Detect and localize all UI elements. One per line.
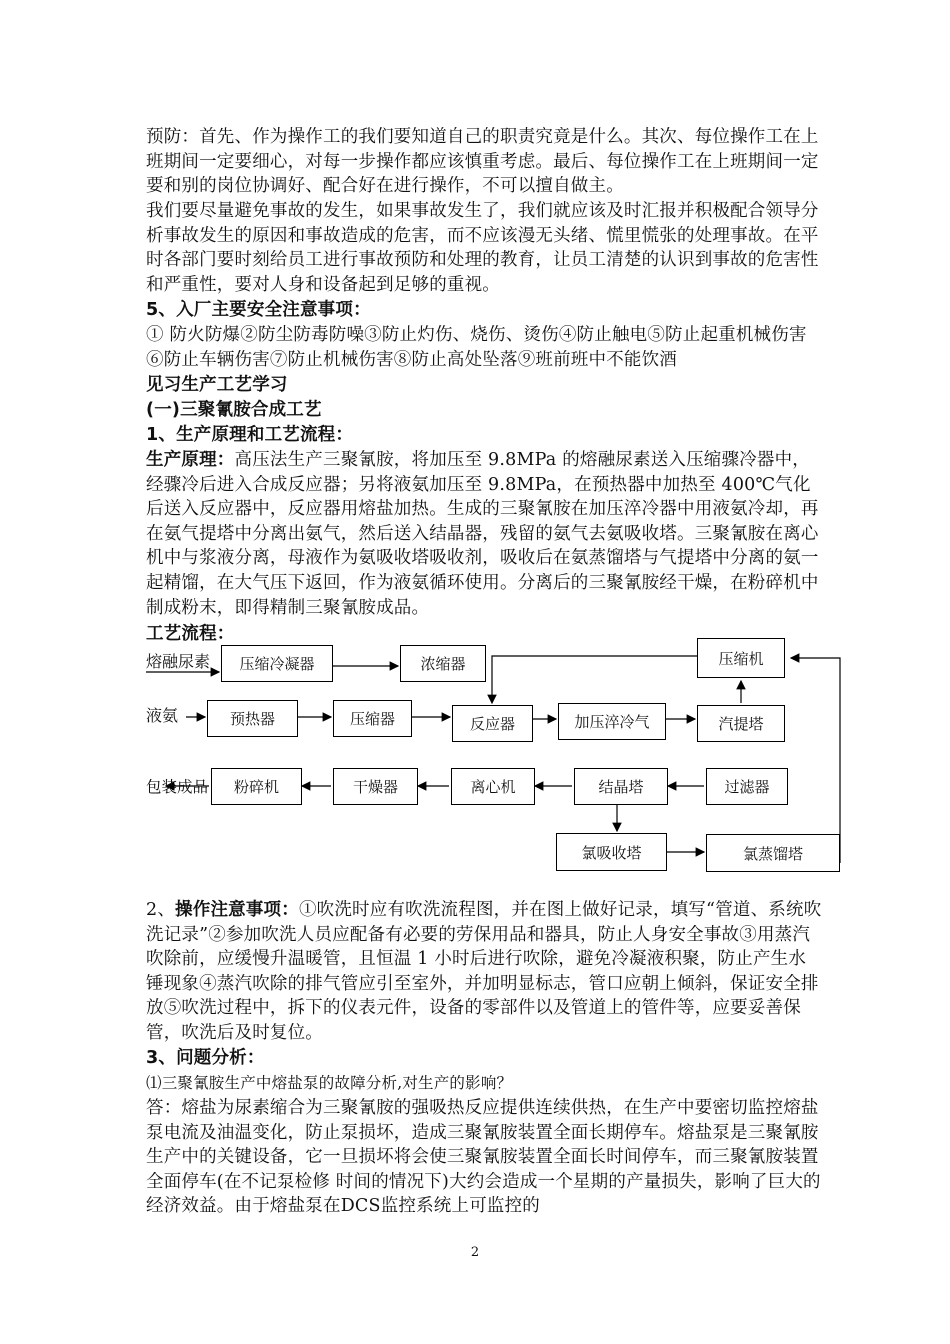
input-molten-urea: 熔融尿素 <box>146 652 211 671</box>
answer-1: 答：熔盐为尿素缩合为三聚氰胺的强吸热反应提供连续供热，在生产中要密切监控熔盐泵电流及油温变化，防止泵损坏，造成三聚氰胺装置全面长期停车。熔盐泵是三聚氰胺生产中的关键设备，它一旦损坏将会使三聚氰胺装置全面长时间停车，而三聚氰胺装置全面停车(在不记泵检修 时间的情况下)大约会造成一个星期的产量损失，影响了巨大的经济效益。由于熔盐泵在DCS监控系统上可监控的 <box>146 1098 821 1217</box>
box-distiller: 氯蒸馏塔 <box>706 834 840 872</box>
heading-process-study: 见习生产工艺学习 <box>146 375 288 395</box>
question-1: ⑴三聚氰胺生产中熔盐泵的故障分析,对生产的影响？ <box>146 1074 513 1092</box>
paragraph-prevention: 预防：首先、作为操作工的我们要知道自己的职责究竟是什么。其次、每位操作工在上班期间一定要细心，对每一步操作都应该慎重考虑。最后、每位操作工在上班期间一定要和别的岗位协调好、配合好在进行操作，不可以擅自做主。 <box>146 127 819 197</box>
principle-text: 高压法生产三聚氰胺，将加压至 9.8MPa 的熔融尿素送入压缩骤冷器中，经骤冷后进入合成反应器；另将液氨加压至 9.8MPa，在预热器中加热至 400℃气化后送入反应器中，反应器用熔盐加热。生成的三聚氰胺在加压淬冷器中用液氨冷却，再在氨气提塔中分离出氨气，然后送入结晶器，残留的氨气去氨吸收塔。三聚氰胺在离心机中与浆液分离，母液作为氨吸收塔吸收剂，吸收后在氨蒸馏塔与气提塔中分离的氨一起精馏，在大气压下返回，作为液氨循环使用。分离后的三聚氰胺经干燥，在粉碎机中制成粉末，即得精制三聚氰胺成品。 <box>146 450 819 618</box>
box-reactor: 反应器 <box>452 705 533 742</box>
box-centrifuge: 离心机 <box>451 768 535 805</box>
output-packaged-product: 包装成品 <box>146 778 209 796</box>
box-stripper: 汽提塔 <box>697 705 785 742</box>
operation-label: 操作注意事项： <box>175 900 299 920</box>
box-pressurized-quench: 加压淬冷气 <box>558 703 666 740</box>
box-compressor-top: 压缩机 <box>697 638 785 678</box>
box-compress-cooler: 压缩冷凝器 <box>221 645 333 682</box>
box-concentrator: 浓缩器 <box>400 645 486 682</box>
principle-label: 生产原理： <box>146 450 235 470</box>
paragraph-accident-handling: 我们要尽量避免事故的发生，如果事故发生了，我们就应该及时汇报并积极配合领导分析事故发生的原因和事故造成的危害，而不应该漫无头绪、慌里慌张的处理事故。在平时各部门要时刻给员工进行事故预防和处理的教育，让员工清楚的认识到事故的危害性和严重性，要对人身和设备起到足够的重视。 <box>146 201 819 295</box>
box-preheater: 预热器 <box>207 700 298 737</box>
paragraph-safety-items: ① 防火防爆②防尘防毒防噪③防止灼伤、烧伤、烫伤④防止触电⑤防止起重机械伤害⑥防止车辆伤害⑦防止机械伤害⑧防止高处坠落⑨班前班中不能饮酒 <box>146 325 807 370</box>
heading-problem-analysis: 3、问题分析： <box>146 1048 265 1068</box>
box-compressor: 压缩器 <box>333 700 412 737</box>
operation-number: 2、 <box>146 900 176 920</box>
box-crusher: 粉碎机 <box>211 768 302 805</box>
heading-melamine-synthesis: (一)三聚氰胺合成工艺 <box>146 400 322 420</box>
operation-text: ①吹洗时应有吹洗流程图，并在图上做好记录，填写“管道、系统吹洗记录”②参加吹洗人员应配备有必要的劳保用品和器具，防止人身安全事故③用蒸汽吹除前，应缓慢升温暖管，且恒温 1 小时后进行吹除，避免冷凝液积聚，防止产生水锤现象④蒸汽吹除的排气管应引至室外，并加明显标志，管口应朝上倾斜，保证安全排放⑤吹洗过程中，拆下的仪表元件，设备的零部件以及管道上的管件等，应要妥善保管，吹洗后及时复位。 <box>146 900 822 1043</box>
box-filter: 过滤器 <box>706 768 788 805</box>
heading-principle-and-flow: 1、生产原理和工艺流程： <box>146 425 354 445</box>
page-number: 2 <box>470 1245 480 1260</box>
box-dryer: 干燥器 <box>333 768 418 805</box>
box-crystallizer: 结晶塔 <box>574 768 668 805</box>
heading-safety-items: 5、入厂主要安全注意事项： <box>146 300 371 320</box>
flow-label: 工艺流程： <box>146 624 235 644</box>
input-liquid-ammonia: 液氨 <box>146 706 179 725</box>
box-absorber: 氯吸收塔 <box>556 833 667 871</box>
paragraph-operation-notes <box>146 898 822 1046</box>
